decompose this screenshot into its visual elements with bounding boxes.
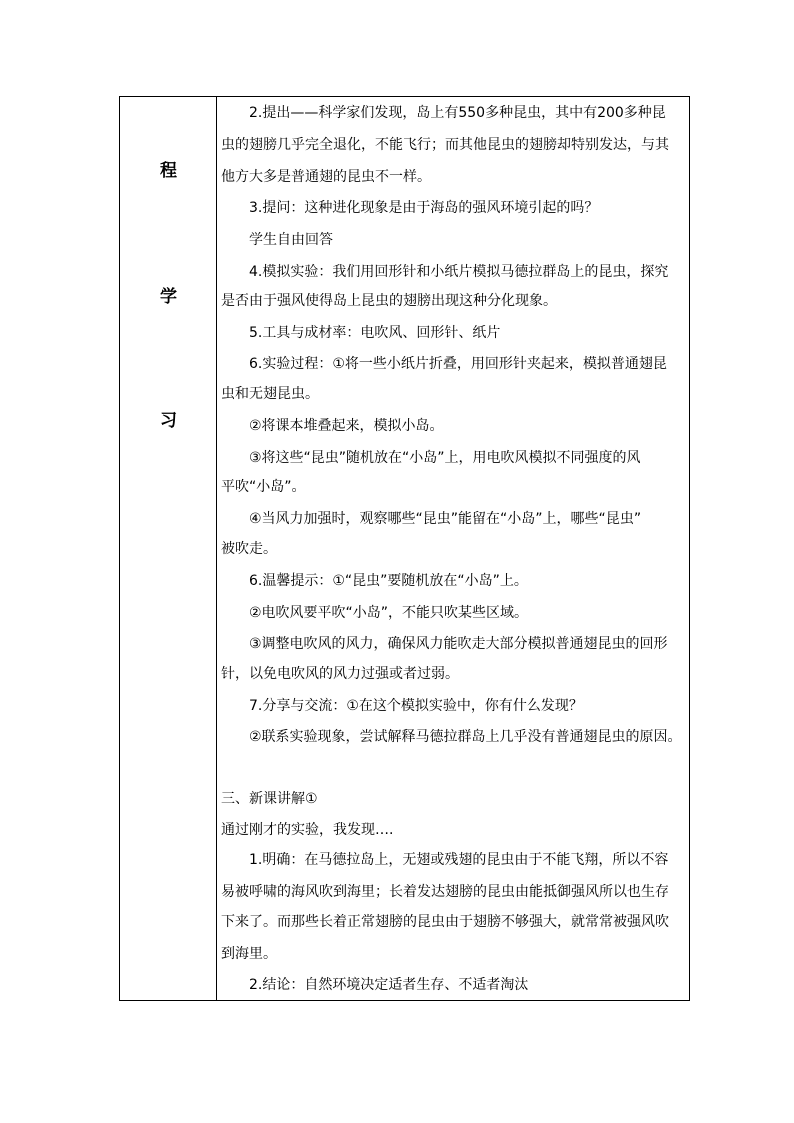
text-line: 易被呼啸的海风吹到海里；长着发达翅膀的昆虫由能抵御强风所以也生存 xyxy=(221,884,669,900)
text-line: ②电吹风要平吹“小岛”，不能只吹某些区域。 xyxy=(249,605,529,621)
section-label-char-2: 学 xyxy=(160,287,177,307)
text-line: ③调整电吹风的风力，确保风力能吹走大部分模拟普通翅昆虫的回形 xyxy=(249,636,668,652)
section-label-char-1: 程 xyxy=(160,161,177,181)
text-line: 虫和无翅昆虫。 xyxy=(221,386,319,402)
section-label-char-3: 习 xyxy=(160,411,177,431)
text-line: 4.模拟实验：我们用回形针和小纸片模拟马德拉群岛上的昆虫，探究 xyxy=(249,264,669,280)
text-line: 下来了。而那些长着正常翅膀的昆虫由于翅膀不够强大，就常常被强风吹 xyxy=(221,914,669,930)
text-line: 三、新课讲解① xyxy=(221,791,318,807)
text-line: 7.分享与交流：①在这个模拟实验中，你有什么发现？ xyxy=(249,698,583,714)
text-line: 2.结论：自然环境决定适者生存、不适者淘汰 xyxy=(249,977,529,993)
text-line: 学生自由回答 xyxy=(249,232,333,248)
text-line: 针，以免电吹风的风力过强或者过弱。 xyxy=(221,666,459,682)
lesson-table xyxy=(119,96,690,1001)
text-line: ②将课本堆叠起来，模拟小岛。 xyxy=(249,418,444,434)
text-line: 虫的翅膀几乎完全退化，不能飞行；而其他昆虫的翅膀却特别发达，与其 xyxy=(221,137,669,153)
text-line: 6.温馨提示：①“昆虫”要随机放在“小岛”上。 xyxy=(249,573,528,589)
text-line: ②联系实验现象，尝试解释马德拉群岛上几乎没有普通翅昆虫的原因。 xyxy=(249,729,682,745)
content-column xyxy=(217,97,689,1000)
text-line: 到海里。 xyxy=(221,946,277,962)
section-label-column xyxy=(120,97,217,1000)
text-line: 1.明确：在马德拉岛上，无翅或残翅的昆虫由于不能飞翔，所以不容 xyxy=(249,852,669,868)
text-line: ③将这些“昆虫”随机放在“小岛”上，用电吹风模拟不同强度的风 xyxy=(249,450,641,466)
text-line: 5.工具与成材率：电吹风、回形针、纸片 xyxy=(249,325,501,341)
text-line: 6.实验过程：①将一些小纸片折叠，用回形针夹起来，模拟普通翅昆 xyxy=(249,356,667,372)
text-line: 2.提出——科学家们发现，岛上有550多种昆虫，其中有200多种昆 xyxy=(249,105,666,121)
text-line: 他方大多是普通翅的昆虫不一样。 xyxy=(221,169,431,185)
text-line: 3.提问：这种进化现象是由于海岛的强风环境引起的吗？ xyxy=(249,200,599,216)
text-line: 平吹“小岛”。 xyxy=(221,479,306,495)
text-line: 被吹走。 xyxy=(221,541,277,557)
text-line: 是否由于强风使得岛上昆虫的翅膀出现这种分化现象。 xyxy=(221,293,557,309)
text-line: ④当风力加强时，观察哪些“昆虫”能留在“小岛”上，哪些“昆虫” xyxy=(249,511,642,527)
text-line: 通过刚才的实验，我发现…. xyxy=(221,822,394,838)
